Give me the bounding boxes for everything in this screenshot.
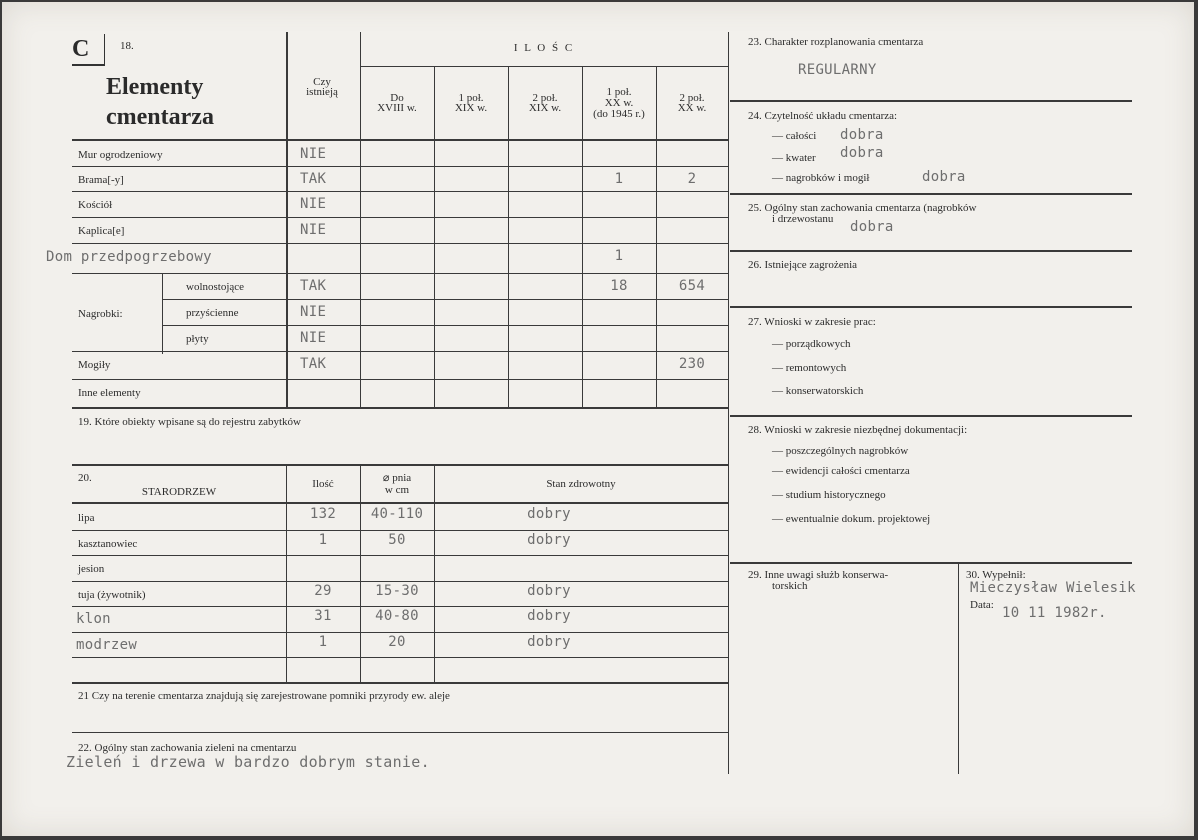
q22-answer[interactable]: Zieleń i drzewa w bardzo dobrym stanie.	[66, 753, 430, 771]
trees-header-diam-2: w cm	[384, 484, 410, 496]
question-25-line2: i drzewostanu	[772, 213, 834, 225]
tree-diam[interactable]: 50	[388, 531, 406, 548]
title-line2: cmentarza	[106, 104, 214, 130]
exists-header-2: istnieją	[306, 86, 338, 98]
section-number: 18.	[120, 40, 134, 52]
period-5-a: 2 poł.	[679, 92, 705, 104]
quantity-header: I L O Ś C	[513, 42, 575, 54]
form-card	[2, 2, 1194, 836]
q28-item-3: — studium historycznego	[772, 489, 886, 501]
question-23: 23. Charakter rozplanowania cmentarza	[748, 36, 924, 48]
q24-item-1-label: — całości	[772, 130, 817, 142]
tree-health[interactable]: dobry	[527, 531, 571, 548]
tree-diam[interactable]: 15-30	[375, 582, 419, 599]
element-quantity[interactable]: 654	[678, 278, 706, 294]
element-exists[interactable]: NIE	[300, 196, 327, 212]
tree-qty[interactable]: 31	[314, 608, 332, 624]
title-line1: Elementy	[106, 74, 204, 100]
q27-item-1: — porządkowych	[772, 338, 851, 350]
q27-item-2: — remontowych	[772, 362, 847, 374]
question-28: 28. Wnioski w zakresie niezbędnej dokumentacji:	[748, 424, 968, 436]
period-1-a: Do	[390, 92, 404, 104]
tree-diam[interactable]: 40-80	[375, 608, 419, 624]
element-label: płyty	[186, 333, 209, 345]
tree-name: tuja (żywotnik)	[78, 588, 146, 601]
question-27: 27. Wnioski w zakresie prac:	[748, 316, 876, 328]
tree-qty[interactable]: 1	[318, 531, 328, 548]
tree-health[interactable]: dobry	[527, 506, 571, 522]
question-29-line1: 29. Inne uwagi służb konserwa-	[748, 569, 889, 581]
trees-header-diam-1: ⌀ pnia	[382, 472, 412, 484]
tree-name: modrzew	[76, 636, 138, 653]
tree-health[interactable]: dobry	[527, 582, 571, 599]
tree-name: lipa	[78, 512, 95, 524]
element-label: Kościół	[78, 199, 113, 211]
element-label: Dom przedpogrzebowy	[46, 249, 212, 265]
element-quantity[interactable]: 1	[614, 171, 624, 187]
period-1-b: XVIII w.	[377, 102, 417, 114]
trees-number: 20.	[78, 472, 92, 484]
tree-name: kasztanowiec	[78, 537, 138, 550]
element-label: Mur ogrodzeniowy	[78, 149, 163, 161]
q24-item-3-value[interactable]: dobra	[922, 169, 966, 185]
period-4-a: 1 poł.	[606, 86, 632, 98]
tree-diam[interactable]: 20	[388, 633, 406, 650]
period-4-c: (do 1945 r.)	[593, 108, 645, 120]
element-quantity[interactable]: 230	[678, 356, 706, 372]
period-5-b: XX w.	[677, 102, 707, 114]
question-22: 22. Ogólny stan zachowania zieleni na cmentarzu	[78, 742, 297, 754]
question-24: 24. Czytelność układu cmentarza:	[748, 110, 898, 122]
question-21: 21 Czy na terenie cmentarza znajdują się zarejestrowane pomniki przyrody ew. aleje	[78, 690, 450, 702]
tree-qty[interactable]: 29	[314, 582, 332, 599]
element-quantity[interactable]: 18	[610, 278, 628, 294]
element-quantity[interactable]: 2	[687, 171, 697, 187]
q24-item-3-label: — nagrobków i mogił	[772, 172, 870, 184]
q28-item-4: — ewentualnie dokum. projektowej	[772, 513, 931, 525]
element-exists[interactable]: TAK	[300, 356, 327, 372]
element-exists[interactable]: NIE	[300, 222, 327, 238]
tree-qty[interactable]: 132	[309, 506, 337, 522]
element-label: wolnostojące	[186, 281, 245, 293]
tree-health[interactable]: dobry	[527, 633, 571, 650]
period-2-b: XIX w.	[454, 102, 488, 114]
q25-answer[interactable]: dobra	[850, 219, 894, 235]
trees-header-name: STARODRZEW	[141, 486, 217, 498]
element-exists[interactable]: TAK	[300, 278, 327, 294]
q28-item-2: — ewidencji całości cmentarza	[772, 465, 910, 477]
question-19: 19. Które obiekty wpisane są do rejestru zabytków	[78, 416, 301, 428]
section-letter: C	[72, 34, 105, 66]
q24-item-1-value[interactable]: dobra	[840, 127, 884, 143]
q24-item-2-label: — kwater	[772, 152, 816, 164]
element-quantity[interactable]: 1	[614, 248, 624, 264]
element-exists[interactable]: NIE	[300, 304, 327, 320]
element-exists[interactable]: NIE	[300, 330, 327, 346]
question-26: 26. Istniejące zagrożenia	[748, 259, 858, 271]
tree-name: jesion	[78, 563, 105, 575]
question-25-line1: 25. Ogólny stan zachowania cmentarza (nagrobków	[748, 202, 977, 214]
period-3-a: 2 poł.	[532, 92, 558, 104]
period-4-b: XX w.	[604, 97, 634, 109]
period-2-a: 1 poł.	[458, 92, 484, 104]
element-label: Brama[-y]	[78, 174, 124, 186]
q28-item-1: — poszczególnych nagrobków	[772, 445, 909, 457]
tree-diam[interactable]: 40-110	[370, 506, 424, 522]
trees-header-health: Stan zdrowotny	[546, 478, 616, 490]
element-exists[interactable]: NIE	[300, 146, 327, 162]
question-30: 30. Wypełnił:	[966, 569, 1026, 581]
tree-qty[interactable]: 1	[318, 633, 328, 650]
trees-header-qty: Ilość	[312, 478, 334, 490]
q24-item-2-value[interactable]: dobra	[840, 145, 884, 161]
q27-item-3: — konserwatorskich	[772, 385, 864, 397]
q30-name[interactable]: Mieczysław Wielesik	[970, 580, 1136, 596]
element-label: przyścienne	[186, 307, 239, 319]
tree-name: klon	[76, 611, 111, 627]
q30-date-label: Data:	[970, 599, 994, 611]
nagrobki-label: Nagrobki:	[78, 308, 123, 320]
q30-date[interactable]: 10 11 1982r.	[1002, 605, 1107, 621]
question-29-line2: torskich	[772, 580, 808, 592]
tree-health[interactable]: dobry	[527, 608, 571, 624]
period-3-b: XIX w.	[528, 102, 562, 114]
element-exists[interactable]: TAK	[300, 171, 327, 187]
element-label: Mogiły	[78, 359, 111, 371]
q23-answer[interactable]: REGULARNY	[798, 62, 877, 78]
element-label: Kaplica[e]	[78, 225, 125, 237]
element-label: Inne elementy	[78, 387, 141, 399]
exists-header-1: Czy	[313, 76, 331, 88]
